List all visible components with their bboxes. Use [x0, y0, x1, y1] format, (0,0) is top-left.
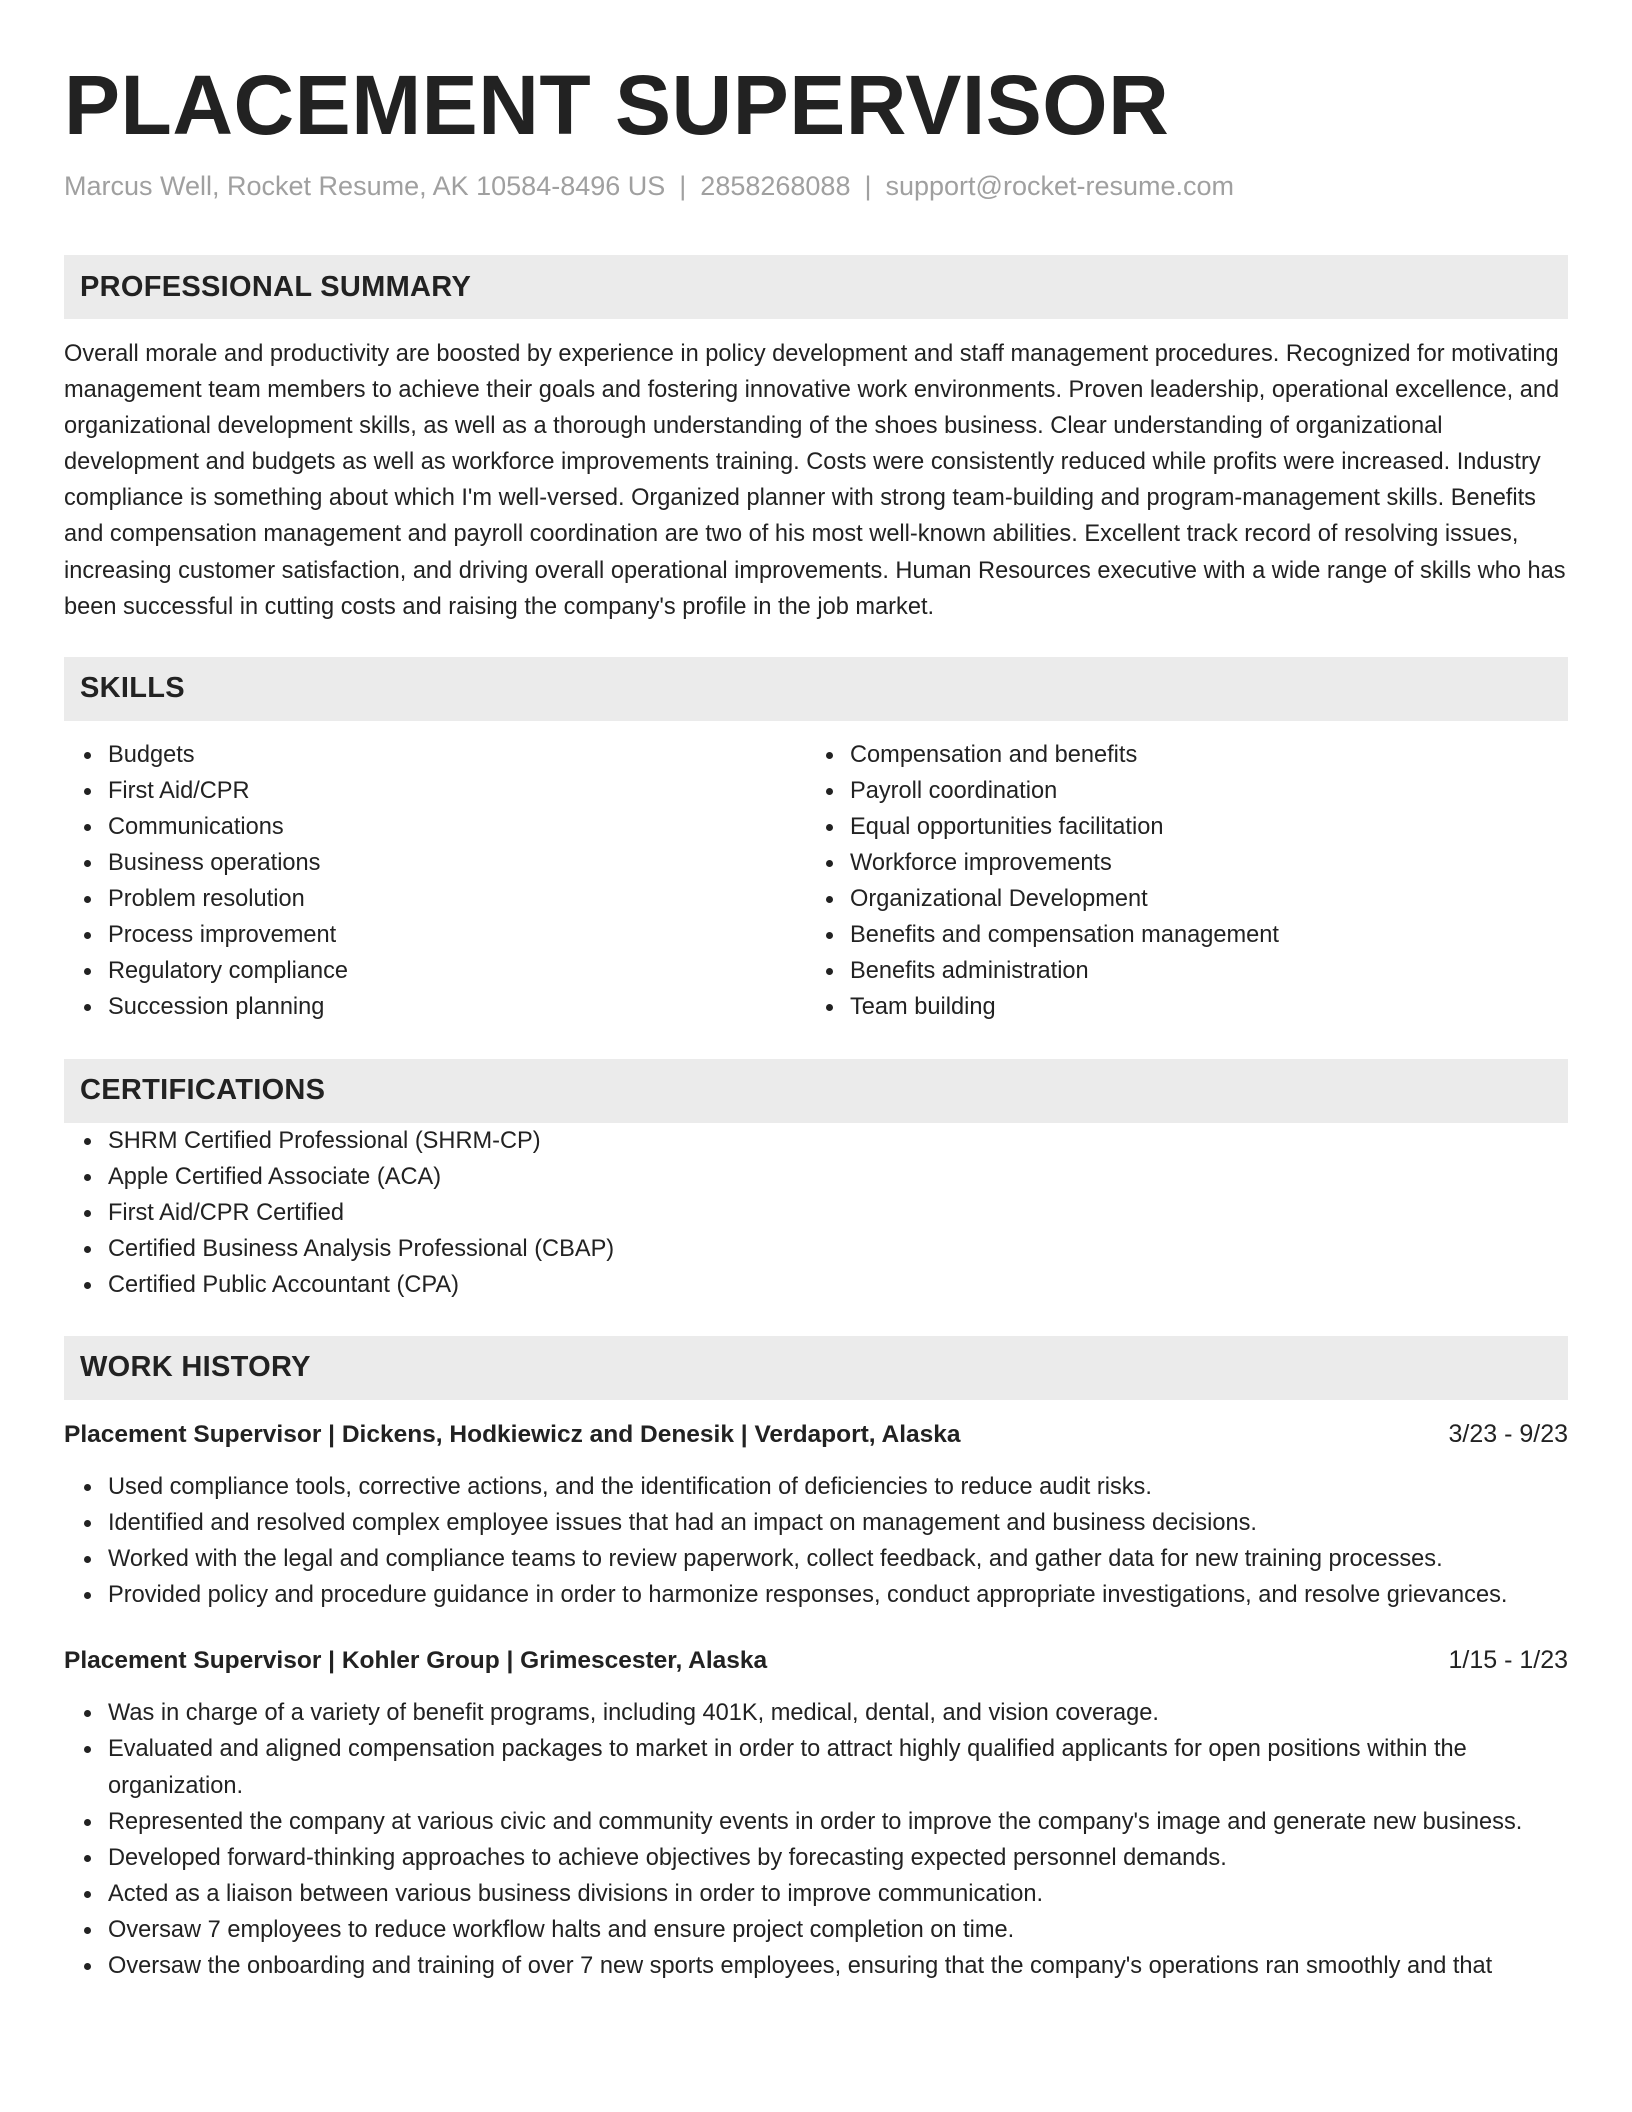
job-bullet: Represented the company at various civic and community events in order to improve the company's image and generate new business.	[108, 1804, 1568, 1840]
contact-separator: |	[679, 171, 687, 201]
skill-item: Problem resolution	[108, 881, 806, 917]
job-entry	[64, 1642, 1568, 1984]
summary-text: Overall morale and productivity are boosted by experience in policy development and staff management procedures. Recognized for motivating management team members to achieve their goals and fostering innovative work environments. Proven leadership, operational excellence, and organizational development skills, as well as a thorough understanding of the shoes business. Clear understanding of organizational development and budgets as well as workforce improvements training. Costs were consistently reduced while profits were increased. Industry compliance is something about which I'm well-versed. Organized planner with strong team-building and program-management skills. Benefits and compensation management and payroll coordination are two of his most well-known abilities. Excellent track record of resolving issues, increasing customer satisfaction, and driving overall operational improvements. Human Resources executive with a wide range of skills who has been successful in cutting costs and raising the company's profile in the job market.	[64, 341, 1566, 620]
job-bullet: Identified and resolved complex employee issues that had an impact on management and business decisions.	[108, 1505, 1568, 1541]
work-history-heading: WORK HISTORY	[64, 1336, 1568, 1400]
contact-address: Marcus Well, Rocket Resume, AK 10584-8496 US	[64, 171, 666, 201]
skill-item: Regulatory compliance	[108, 953, 806, 989]
job-bullet: Was in charge of a variety of benefit programs, including 401K, medical, dental, and vision coverage.	[108, 1695, 1568, 1731]
certifications-heading: CERTIFICATIONS	[64, 1059, 1568, 1123]
skill-item: Compensation and benefits	[850, 737, 1548, 773]
skill-item: Process improvement	[108, 917, 806, 953]
job-bullets	[64, 1469, 1568, 1613]
job-dates: 1/15 - 1/23	[1448, 1646, 1568, 1675]
skills-list-right	[806, 737, 1548, 1026]
job-bullet: Developed forward-thinking approaches to achieve objectives by forecasting expected personnel demands.	[108, 1840, 1568, 1876]
job-bullet: Oversaw 7 employees to reduce workflow halts and ensure project completion on time.	[108, 1912, 1568, 1948]
job-bullet: Oversaw the onboarding and training of over 7 new sports employees, ensuring that the company's operations ran smoothly and that	[108, 1948, 1568, 1984]
certifications-list	[64, 1123, 1568, 1303]
skill-item: Payroll coordination	[850, 773, 1548, 809]
contact-separator: |	[864, 171, 872, 201]
page-title: PLACEMENT SUPERVISOR	[64, 58, 1170, 152]
work-history-section	[64, 1336, 1568, 1984]
certification-item: Certified Business Analysis Professional (CBAP)	[108, 1231, 1568, 1267]
certification-item: First Aid/CPR Certified	[108, 1195, 1568, 1231]
certifications-section	[64, 1059, 1568, 1303]
job-bullet: Evaluated and aligned compensation packages to market in order to attract highly qualified applicants for open positions within the organization.	[108, 1731, 1568, 1803]
skills-section	[64, 657, 1568, 1026]
certification-item: SHRM Certified Professional (SHRM-CP)	[108, 1123, 1568, 1159]
certification-item: Apple Certified Associate (ACA)	[108, 1159, 1568, 1195]
skill-item: Business operations	[108, 845, 806, 881]
skill-item: First Aid/CPR	[108, 773, 806, 809]
job-bullet: Worked with the legal and compliance teams to review paperwork, collect feedback, and gather data for new training processes.	[108, 1541, 1568, 1577]
contact-phone: 2858268088	[700, 171, 851, 201]
skill-item: Workforce improvements	[850, 845, 1548, 881]
job-entry	[64, 1416, 1568, 1613]
summary-section	[64, 255, 1568, 625]
job-dates: 3/23 - 9/23	[1448, 1419, 1568, 1448]
skills-list-left	[64, 737, 806, 1026]
job-bullets	[64, 1695, 1568, 1984]
skills-heading: SKILLS	[64, 657, 1568, 721]
job-bullet: Provided policy and procedure guidance in order to harmonize responses, conduct appropriate investigations, and resolve grievances.	[108, 1577, 1568, 1613]
skill-item: Benefits administration	[850, 953, 1548, 989]
job-header	[64, 1416, 1568, 1453]
skill-item: Organizational Development	[850, 881, 1548, 917]
skill-item: Equal opportunities facilitation	[850, 809, 1548, 845]
certification-item: Certified Public Accountant (CPA)	[108, 1267, 1568, 1303]
job-title: Placement Supervisor | Dickens, Hodkiewicz and Denesik | Verdaport, Alaska	[64, 1420, 961, 1448]
job-bullet: Used compliance tools, corrective actions, and the identification of deficiencies to reduce audit risks.	[108, 1469, 1568, 1505]
skill-item: Communications	[108, 809, 806, 845]
job-header	[64, 1642, 1568, 1679]
summary-heading: PROFESSIONAL SUMMARY	[64, 255, 1568, 319]
skill-item: Benefits and compensation management	[850, 917, 1548, 953]
skill-item: Team building	[850, 989, 1548, 1025]
skill-item: Budgets	[108, 737, 806, 773]
contact-line	[64, 168, 1568, 204]
job-bullet: Acted as a liaison between various business divisions in order to improve communication.	[108, 1876, 1568, 1912]
job-title: Placement Supervisor | Kohler Group | Grimescester, Alaska	[64, 1647, 768, 1675]
skill-item: Succession planning	[108, 989, 806, 1025]
contact-email: support@rocket-resume.com	[885, 171, 1235, 201]
skills-grid	[64, 737, 1568, 1026]
